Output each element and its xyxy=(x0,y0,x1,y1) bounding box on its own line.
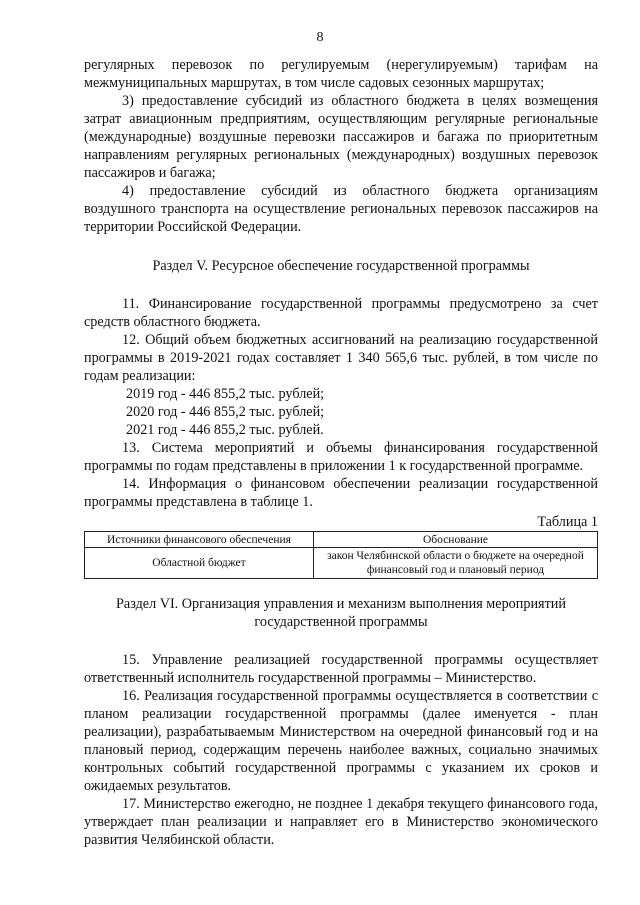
table-cell-justification: закон Челябинской области о бюджете на очередной финансовый год и плановый период xyxy=(314,548,598,579)
paragraph-17: 17. Министерство ежегодно, не позднее 1 декабря текущего финансового года, утверждает план реализации и направляет его в Министерство экономического развития Челябинской области. xyxy=(84,796,598,848)
financing-table xyxy=(84,531,598,579)
table-header-row xyxy=(85,532,598,548)
year-item: 2019 год - 446 855,2 тыс. рублей; xyxy=(126,386,325,402)
paragraph-12: 12. Общий объем бюджетных ассигнований на реализацию государственной программы в 2019-2021 годах составляет 1 340 565,6 тыс. рублей, в том числе по годам реализации: xyxy=(84,332,598,384)
table-header-justification: Обоснование xyxy=(314,532,598,548)
document-body xyxy=(84,56,598,849)
page-number: 8 xyxy=(316,30,324,45)
paragraph-15: 15. Управление реализацией государственной программы осуществляет ответственный исполнитель государственной программы – Министерство. xyxy=(84,652,598,686)
section-6-heading-line1: Раздел VI. Организация управления и механизм выполнения мероприятий xyxy=(116,596,566,612)
years-list xyxy=(84,385,598,439)
year-item: 2021 год - 446 855,2 тыс. рублей. xyxy=(126,422,324,438)
year-item: 2020 год - 446 855,2 тыс. рублей; xyxy=(126,404,325,420)
table-header-sources: Источники финансового обеспечения xyxy=(85,532,314,548)
section-6-heading-line2: государственной программы xyxy=(254,614,428,630)
paragraph-13: 13. Система мероприятий и объемы финансирования государственной программы по годам представлены в приложении 1 к государственной программе. xyxy=(84,440,598,474)
paragraph-14: 14. Информация о финансовом обеспечении реализации государственной программы представлена в таблице 1. xyxy=(84,476,598,510)
table-row xyxy=(85,548,598,579)
paragraph-16: 16. Реализация государственной программы осуществляется в соответствии с планом реализации государственной программы (далее именуется - план реализации), разрабатываемым Министерством на очередной финансовый год и на плановый период, содержащим перечень наиболее важных, социально значимых контрольных событий государственной программы с указанием их сроков и ожидаемых результатов. xyxy=(84,688,598,794)
table-cell-source: Областной бюджет xyxy=(85,548,314,579)
paragraph-item-4: 4) предоставление субсидий из областного бюджета организациям воздушного транспорта на осуществление региональных перевозок пассажиров на территории Российской Федерации. xyxy=(84,183,598,235)
section-5-heading: Раздел V. Ресурсное обеспечение государственной программы xyxy=(152,258,530,274)
paragraph-11: 11. Финансирование государственной программы предусмотрено за счет средств областного бюджета. xyxy=(84,296,598,330)
paragraph-continued: регулярных перевозок по регулируемым (нерегулируемым) тарифам на межмуниципальных маршрутах, в том числе садовых сезонных маршрутах; xyxy=(84,57,598,91)
table-caption: Таблица 1 xyxy=(537,514,598,530)
paragraph-item-3: 3) предоставление субсидий из областного бюджета в целях возмещения затрат авиационным предприятиям, осуществляющим регулярные региональные (международные) воздушные перевозки пассажиров и багажа по приоритетным направлениям регулярных региональных (международных) воздушных перевозок пассажиров и багажа; xyxy=(84,93,598,181)
